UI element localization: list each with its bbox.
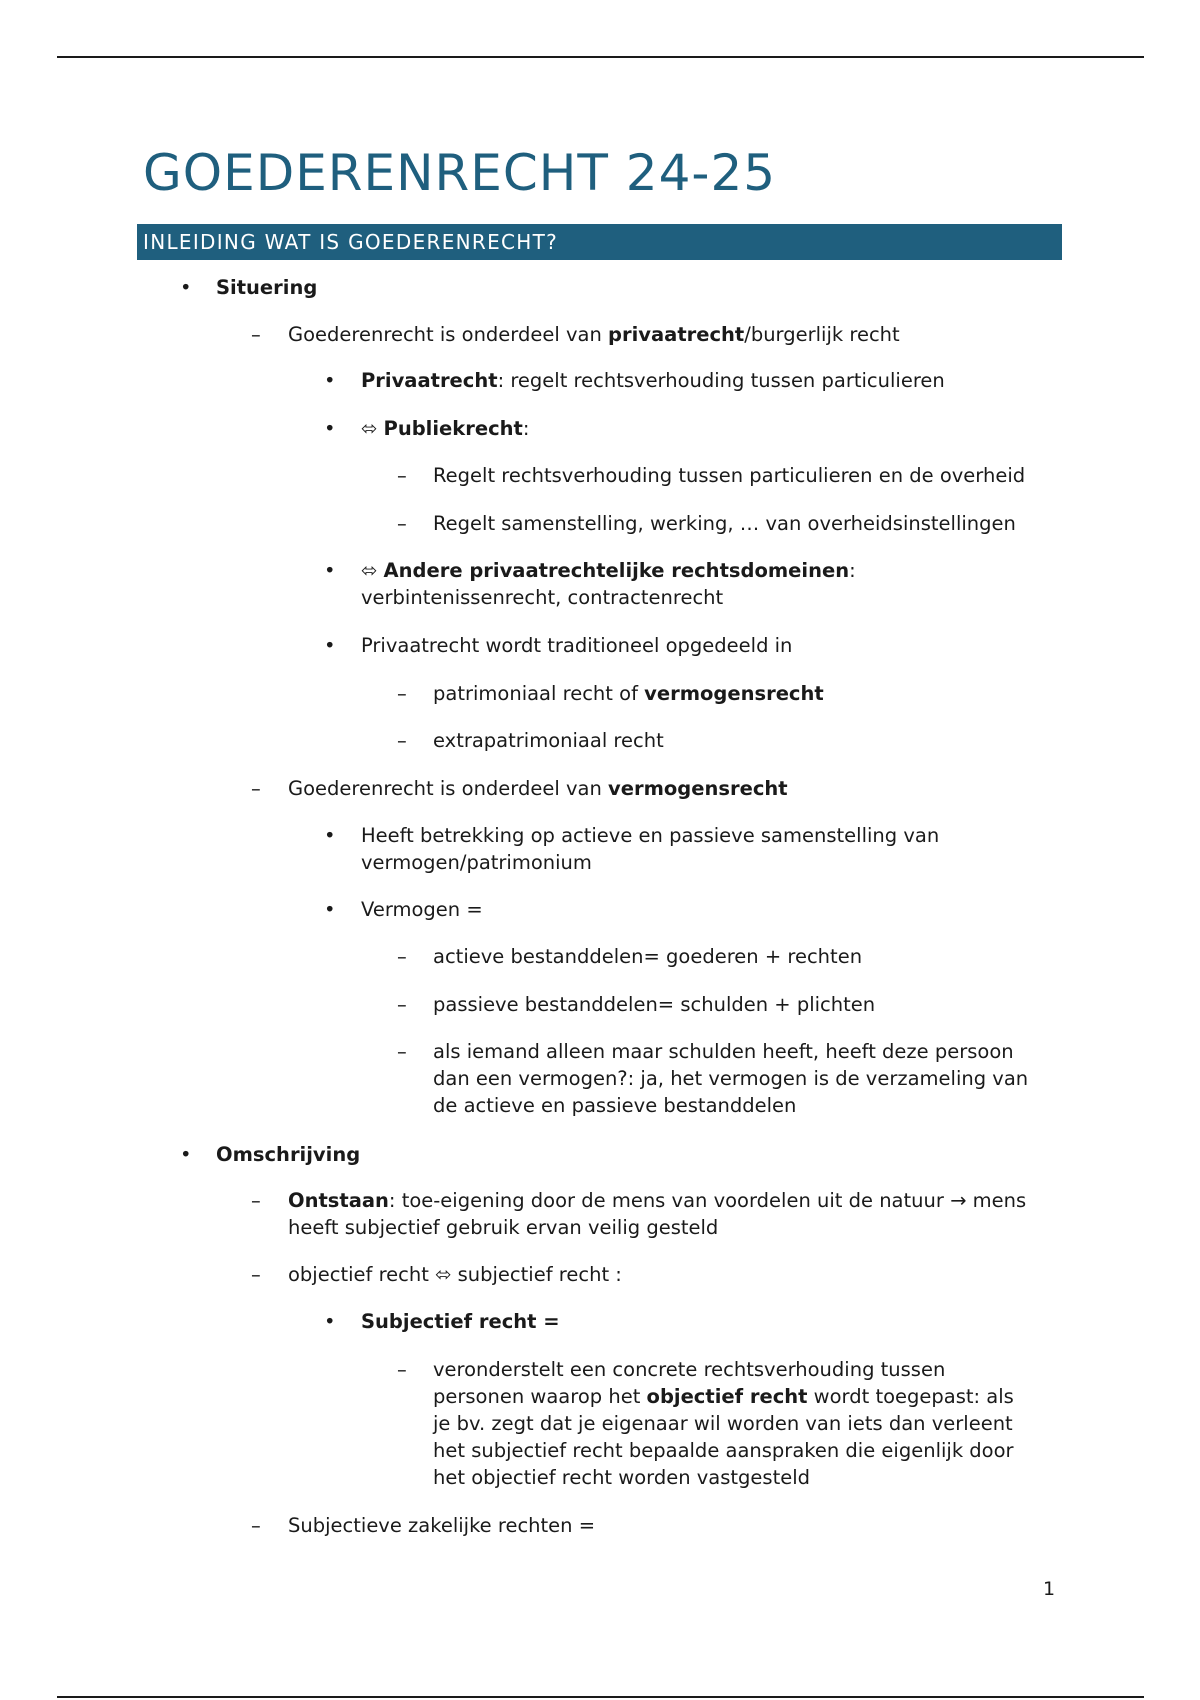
item-text: Heeft betrekking op actieve en passieve samenstelling van <box>361 824 940 847</box>
bullet-marker: • <box>324 898 336 921</box>
list-item <box>288 775 788 802</box>
item-text-bold: Ontstaan <box>288 1189 389 1212</box>
list-item <box>433 510 1016 537</box>
list-item <box>288 1187 1026 1241</box>
list-item <box>361 557 856 611</box>
list-item <box>433 1038 1028 1119</box>
list-item <box>361 367 945 394</box>
list-item <box>361 632 792 659</box>
item-text: Goederenrecht is onderdeel van <box>288 323 609 346</box>
item-text: : <box>849 559 856 582</box>
item-text: heeft subjectief gebruik ervan veilig gesteld <box>288 1216 719 1239</box>
list-item <box>433 727 664 754</box>
dash-marker: – <box>397 729 407 752</box>
document-title: GOEDERENRECHT 24-25 <box>143 144 777 202</box>
dash-marker: – <box>397 682 407 705</box>
list-item <box>288 1261 622 1288</box>
item-text: Situering <box>216 276 318 299</box>
list-item-situering <box>216 274 317 301</box>
item-text: Goederenrecht is onderdeel van <box>288 777 609 800</box>
item-text-bold: vermogensrecht <box>608 777 788 800</box>
item-text: extrapatrimoniaal recht <box>433 729 664 752</box>
bullet-marker: • <box>324 634 336 657</box>
dash-marker: – <box>397 993 407 1016</box>
list-item <box>433 462 1025 489</box>
item-text: Regelt rechtsverhouding tussen particulieren en de overheid <box>433 464 1026 487</box>
item-text: het objectief recht worden vastgesteld <box>433 1466 811 1489</box>
item-text: : <box>522 417 530 440</box>
dash-marker: – <box>251 777 261 800</box>
dash-marker: – <box>251 323 261 346</box>
item-text: Privaatrecht wordt traditioneel opgedeeld in <box>361 634 793 657</box>
item-text: dan een vermogen?: ja, het vermogen is de verzameling van <box>433 1067 1029 1090</box>
dash-marker: – <box>251 1514 261 1537</box>
list-item <box>433 991 875 1018</box>
item-text: verbintenissenrecht, contractenrecht <box>361 586 724 609</box>
item-text: personen waarop het <box>433 1385 647 1408</box>
bullet-marker: • <box>324 417 336 440</box>
item-text: vermogen/patrimonium <box>361 851 592 874</box>
list-item <box>361 1308 560 1335</box>
list-item <box>433 943 862 970</box>
item-text-bold: privaatrecht <box>608 323 745 346</box>
item-text-bold: Andere privaatrechtelijke rechtsdomeinen <box>383 559 850 582</box>
item-text: passieve bestanddelen= schulden + plichten <box>433 993 876 1016</box>
item-text-bold: vermogensrecht <box>644 682 824 705</box>
item-text: : toe-eigening door de mens van voordelen uit de natuur → mens <box>388 1189 1027 1212</box>
bullet-marker: • <box>180 276 192 299</box>
bullet-marker: • <box>324 369 336 392</box>
item-text: je bv. zegt dat je eigenaar wil worden van iets dan verleent <box>433 1412 1013 1435</box>
bottom-rule <box>57 1696 1144 1698</box>
item-text: ⬄ <box>361 559 384 582</box>
item-text: veronderstelt een concrete rechtsverhouding tussen <box>433 1358 946 1381</box>
item-text-bold: Subjectief recht = <box>361 1310 560 1333</box>
item-text: Vermogen = <box>361 898 483 921</box>
list-item <box>433 680 824 707</box>
list-item <box>361 415 529 442</box>
dash-marker: – <box>397 1358 407 1381</box>
list-item <box>361 822 939 876</box>
item-text: wordt toegepast: als <box>807 1385 1014 1408</box>
dash-marker: – <box>251 1189 261 1212</box>
item-text: het subjectief recht bepaalde aanspraken die eigenlijk door <box>433 1439 1014 1462</box>
dash-marker: – <box>397 1040 407 1063</box>
bullet-marker: • <box>324 824 336 847</box>
bullet-marker: • <box>324 1310 336 1333</box>
item-text: : regelt rechtsverhouding tussen particulieren <box>497 369 945 392</box>
item-text: Subjectieve zakelijke rechten = <box>288 1514 596 1537</box>
item-text: Regelt samenstelling, werking, … van overheidsinstellingen <box>433 512 1016 535</box>
item-text-bold: Publiekrecht <box>383 417 523 440</box>
dash-marker: – <box>397 464 407 487</box>
dash-marker: – <box>397 512 407 535</box>
dash-marker: – <box>251 1263 261 1286</box>
top-rule <box>57 56 1144 58</box>
list-item <box>288 1512 595 1539</box>
item-text: objectief recht ⬄ subjectief recht : <box>288 1263 622 1286</box>
item-text: /burgerlijk recht <box>744 323 900 346</box>
item-text-bold: Privaatrecht <box>361 369 498 392</box>
item-text: als iemand alleen maar schulden heeft, heeft deze persoon <box>433 1040 1014 1063</box>
section-heading-bar <box>137 224 1062 260</box>
list-item <box>433 1356 1014 1491</box>
item-text: actieve bestanddelen= goederen + rechten <box>433 945 863 968</box>
item-text: patrimoniaal recht of <box>433 682 645 705</box>
page-number: 1 <box>1043 1578 1056 1600</box>
list-item <box>361 896 483 923</box>
bullet-marker: • <box>180 1143 192 1166</box>
bullet-marker: • <box>324 559 336 582</box>
item-text: ⬄ <box>361 417 384 440</box>
section-heading: INLEIDING WAT IS GOEDERENRECHT? <box>143 230 559 254</box>
dash-marker: – <box>397 945 407 968</box>
item-text-bold: objectief recht <box>646 1385 808 1408</box>
list-item <box>288 321 900 348</box>
item-text: de actieve en passieve bestanddelen <box>433 1094 797 1117</box>
list-item-omschrijving <box>216 1141 360 1168</box>
item-text: Omschrijving <box>216 1143 361 1166</box>
